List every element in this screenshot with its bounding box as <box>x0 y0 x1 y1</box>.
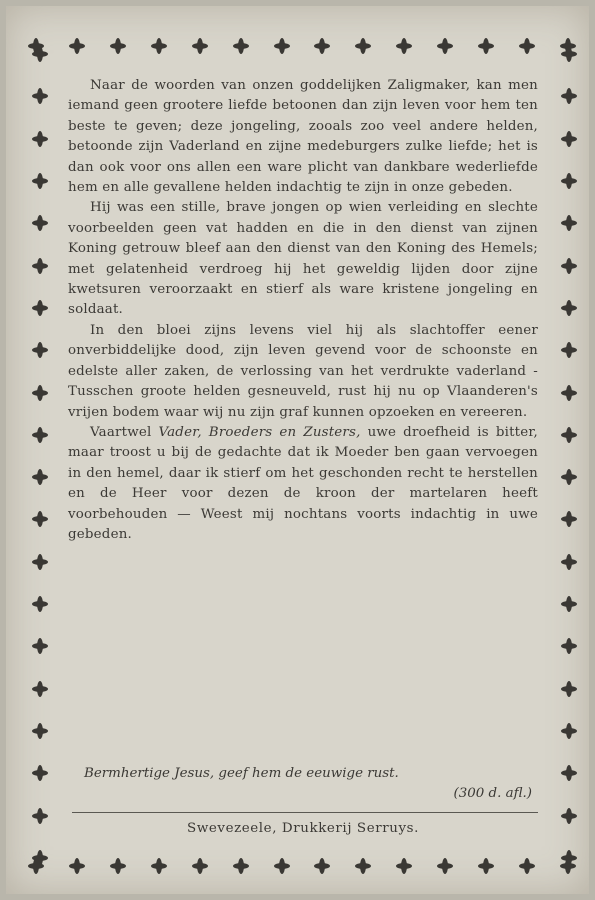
cross-ornament-icon <box>561 215 577 231</box>
paragraph-farewell <box>68 423 538 545</box>
cross-ornament-icon <box>192 858 208 874</box>
cross-ornament-icon <box>32 723 48 739</box>
cross-ornament-icon <box>437 38 453 54</box>
cross-ornament-icon <box>396 38 412 54</box>
cross-ornament-icon <box>561 596 577 612</box>
memorial-text <box>68 76 538 545</box>
cross-ornament-icon <box>437 858 453 874</box>
cross-ornament-icon <box>32 765 48 781</box>
cross-ornament-icon <box>561 46 577 62</box>
cross-ornament-icon <box>561 765 577 781</box>
cross-ornament-icon <box>32 808 48 824</box>
cross-ornament-icon <box>561 638 577 654</box>
cross-ornament-icon <box>32 427 48 443</box>
cross-ornament-icon <box>110 38 126 54</box>
cross-ornament-icon <box>561 723 577 739</box>
cross-ornament-icon <box>519 858 535 874</box>
paragraph-character: Hij was een stille, brave jongen op wien verleiding en slechte voorbeelden geen vat hadden en die in den dienst van zijnen Koning getrouw bleef aan den dienst van den Koning des Hemels; met gelatenheid verdroeg hij het geweldig lijden door zijne kwetsuren veroorzaakt en stierf als ware kristene jongeling en soldaat. <box>68 200 538 318</box>
cross-ornament-icon <box>561 173 577 189</box>
ornamental-border-left <box>30 46 50 866</box>
memorial-card <box>6 6 589 894</box>
cross-ornament-icon <box>233 38 249 54</box>
cross-ornament-icon <box>233 858 249 874</box>
cross-ornament-icon <box>314 858 330 874</box>
cross-ornament-icon <box>561 342 577 358</box>
cross-ornament-icon <box>32 215 48 231</box>
cross-ornament-icon <box>561 808 577 824</box>
cross-ornament-icon <box>561 681 577 697</box>
cross-ornament-icon <box>32 681 48 697</box>
cross-ornament-icon <box>32 258 48 274</box>
cross-ornament-icon <box>28 858 44 874</box>
cross-ornament-icon <box>560 858 576 874</box>
invocation: Bermhertige Jesus, geef hem de eeuwige rust. <box>84 766 399 781</box>
cross-ornament-icon <box>192 38 208 54</box>
cross-ornament-icon <box>355 858 371 874</box>
cross-ornament-icon <box>32 88 48 104</box>
cross-ornament-icon <box>274 38 290 54</box>
indulgence-note: (300 d. afl.) <box>453 786 532 801</box>
cross-ornament-icon <box>32 554 48 570</box>
farewell-prefix: Vaartwel <box>90 424 159 440</box>
cross-ornament-icon <box>69 38 85 54</box>
cross-ornament-icon <box>561 427 577 443</box>
cross-ornament-icon <box>32 385 48 401</box>
divider <box>72 812 538 813</box>
cross-ornament-icon <box>561 511 577 527</box>
cross-ornament-icon <box>32 173 48 189</box>
ornamental-border-right <box>559 46 579 866</box>
cross-ornament-icon <box>32 300 48 316</box>
cross-ornament-icon <box>32 511 48 527</box>
cross-ornament-icon <box>69 858 85 874</box>
cross-ornament-icon <box>32 596 48 612</box>
farewell-rest: uwe droefheid is bitter, maar troost u bij de gedachte dat ik Moeder ben gaan vervoegen in den hemel, daar ik stierf om het geschonden recht te herstellen en de Heer voor dezen de kroon der martelaren heeft voorbehouden — Weest mij nochtans voorts indachtig in uwe gebeden. <box>68 424 538 542</box>
cross-ornament-icon <box>519 38 535 54</box>
cross-ornament-icon <box>561 300 577 316</box>
cross-ornament-icon <box>32 342 48 358</box>
cross-ornament-icon <box>314 38 330 54</box>
cross-ornament-icon <box>561 469 577 485</box>
cross-ornament-icon <box>151 38 167 54</box>
cross-ornament-icon <box>396 858 412 874</box>
paragraph-tribute: Naar de woorden van onzen goddelijken Zaligmaker, kan men iemand geen grootere liefde betoonen dan zijn leven voor hem ten beste te geven; deze jongeling, zooals zoo veel andere helden, betoonde zijn Vaderland en zijne medeburgers zulke liefde; het is dan ook voor ons allen een ware plicht van dankbare wederliefde hem en alle gevallene helden indachtig te zijn in onze gebeden. <box>68 78 538 196</box>
paragraph-sacrifice: In den bloei zijns levens viel hij als slachtoffer eener onverbiddelijke dood, zijn leven gevend voor de schoonste en edelste aller zaken, de verlossing van het verdrukte vaderland - Tusschen groote helden gesneuveld, rust hij nu op Vlaanderen's vrijen bodem waar wij nu zijn graf kunnen opzoeken en vereeren. <box>68 322 538 420</box>
ornamental-border-top <box>28 36 576 56</box>
cross-ornament-icon <box>561 131 577 147</box>
cross-ornament-icon <box>561 554 577 570</box>
ornamental-border-bottom <box>28 856 576 876</box>
printer-imprint: Swevezeele, Drukkerij Serruys. <box>187 821 419 836</box>
cross-ornament-icon <box>32 131 48 147</box>
cross-ornament-icon <box>274 858 290 874</box>
cross-ornament-icon <box>561 385 577 401</box>
cross-ornament-icon <box>561 258 577 274</box>
cross-ornament-icon <box>32 638 48 654</box>
cross-ornament-icon <box>110 858 126 874</box>
cross-ornament-icon <box>151 858 167 874</box>
cross-ornament-icon <box>32 46 48 62</box>
cross-ornament-icon <box>561 88 577 104</box>
cross-ornament-icon <box>478 858 494 874</box>
cross-ornament-icon <box>32 469 48 485</box>
prayer-block <box>68 764 538 804</box>
cross-ornament-icon <box>478 38 494 54</box>
cross-ornament-icon <box>355 38 371 54</box>
farewell-addressees: Vader, Broeders en Zusters, <box>158 424 361 440</box>
